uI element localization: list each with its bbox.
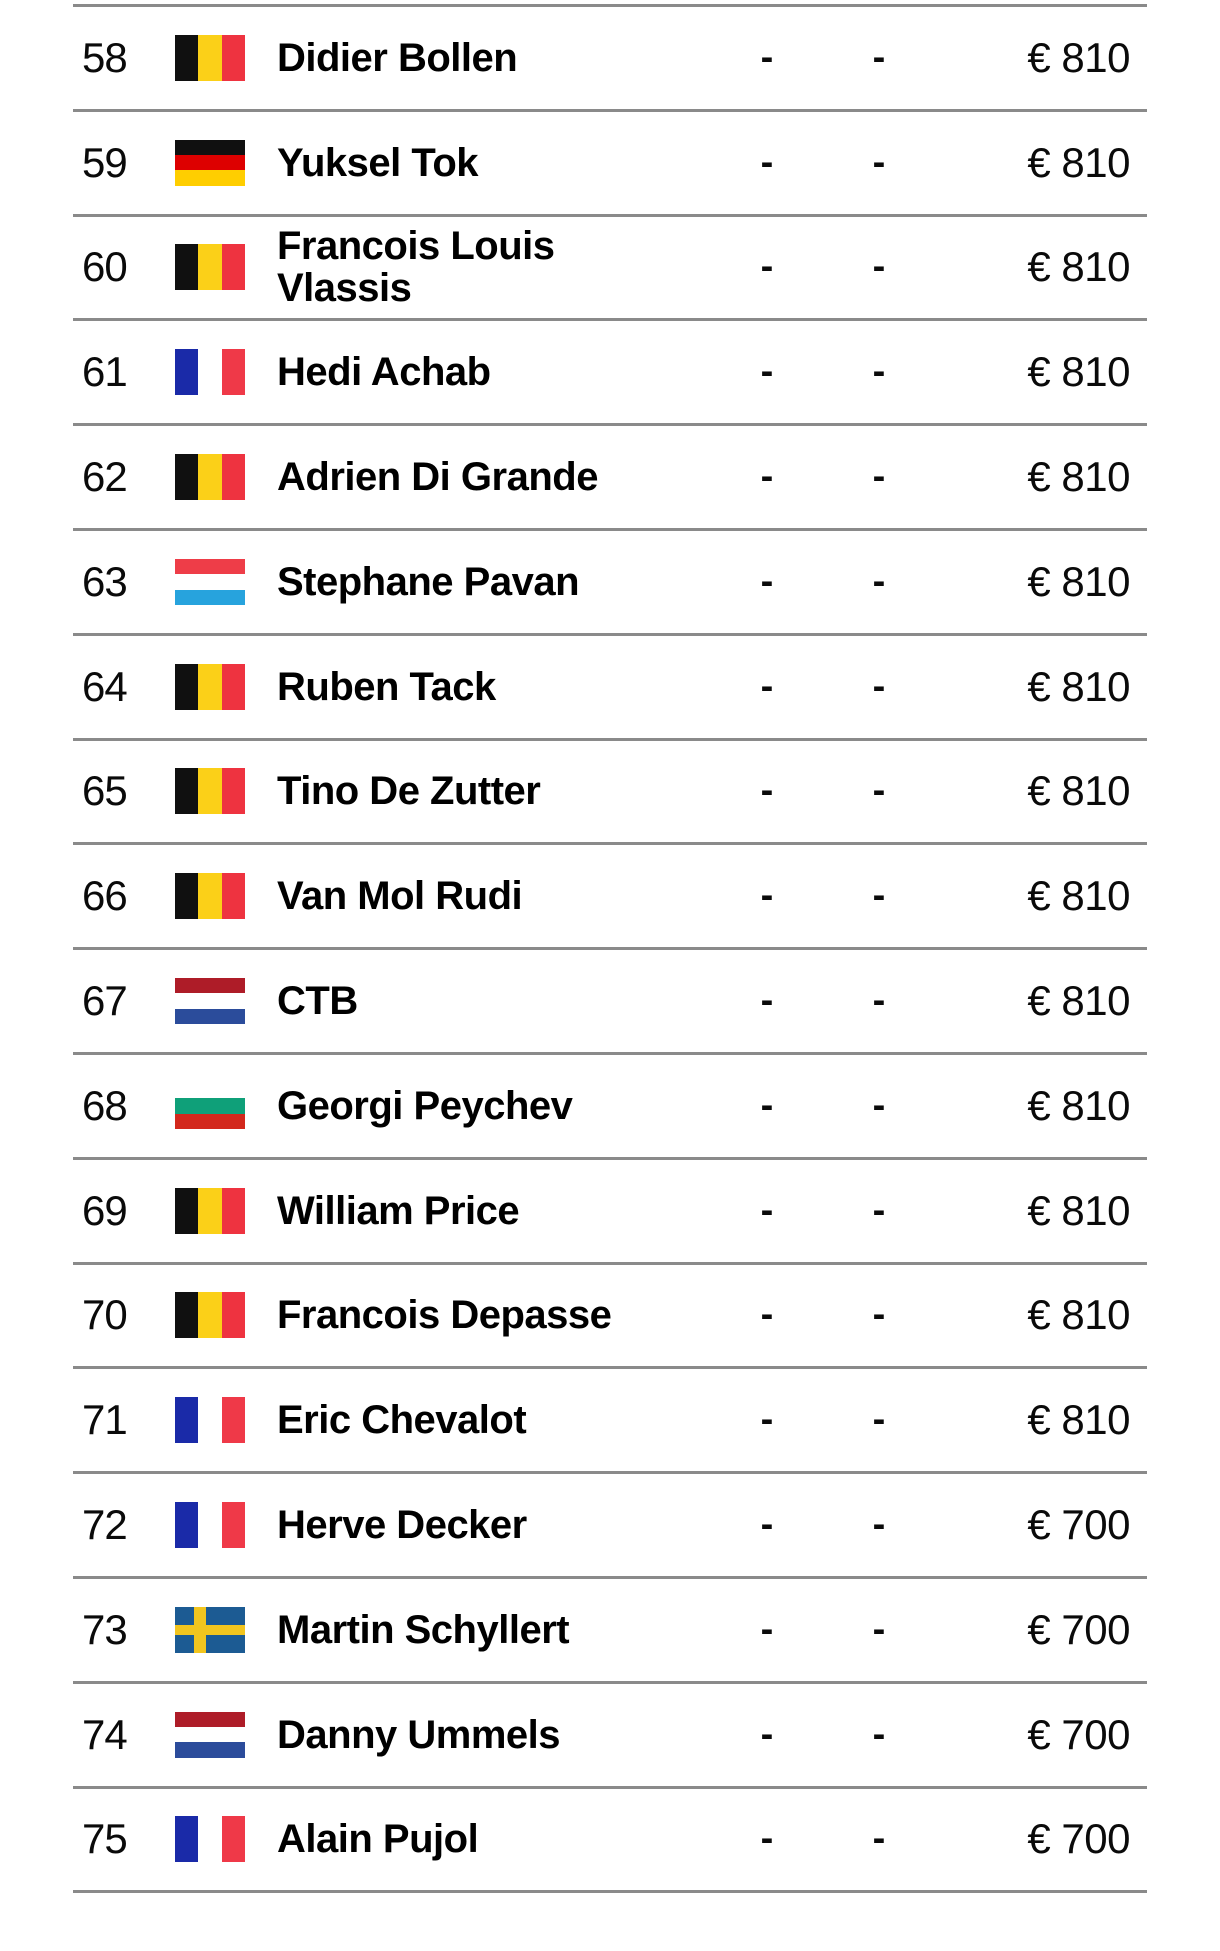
- prize-amount: € 810: [1027, 977, 1130, 1025]
- result-col2: -: [872, 36, 886, 79]
- flag-belgium-icon: [175, 35, 245, 81]
- result-col1: -: [760, 769, 774, 812]
- rank-cell: 65: [82, 767, 127, 815]
- player-name: Van Mol Rudi: [277, 874, 523, 919]
- rank-cell: 68: [82, 1081, 127, 1129]
- flag-france-icon: [175, 1397, 245, 1443]
- player-name: Eric Chevalot: [277, 1398, 527, 1443]
- player-name: Adrien Di Grande: [277, 455, 598, 500]
- result-col1: -: [760, 1084, 774, 1127]
- player-name: Hedi Achab: [277, 350, 491, 395]
- rank-cell: 61: [82, 348, 127, 396]
- player-name: Stephane Pavan: [277, 559, 580, 604]
- table-bottom-border: [73, 1890, 1147, 1893]
- prize-amount: € 810: [1027, 1081, 1130, 1129]
- player-name: Francois Louis Vlassis: [277, 224, 555, 311]
- flag-sweden-icon: [175, 1607, 245, 1653]
- result-col2: -: [872, 874, 886, 917]
- result-col2: -: [872, 560, 886, 603]
- prize-amount: € 810: [1027, 33, 1130, 81]
- player-name: William Price: [277, 1188, 520, 1233]
- flag-belgium-icon: [175, 768, 245, 814]
- rank-cell: 70: [82, 1291, 127, 1339]
- table-row: [73, 4, 1147, 109]
- prize-amount: € 810: [1027, 767, 1130, 815]
- player-name: Didier Bollen: [277, 35, 518, 80]
- flag-bulgaria-icon: [175, 1083, 245, 1129]
- table-row: [73, 1471, 1147, 1576]
- prize-amount: € 810: [1027, 348, 1130, 396]
- result-col2: -: [872, 1503, 886, 1546]
- prize-amount: € 810: [1027, 1291, 1130, 1339]
- flag-belgium-icon: [175, 1292, 245, 1338]
- rank-cell: 66: [82, 872, 127, 920]
- result-col2: -: [872, 1189, 886, 1232]
- result-col1: -: [760, 245, 774, 288]
- prize-amount: € 700: [1027, 1815, 1130, 1863]
- table-row: [73, 1052, 1147, 1157]
- flag-belgium-icon: [175, 873, 245, 919]
- result-col1: -: [760, 874, 774, 917]
- player-name: Danny Ummels: [277, 1712, 560, 1757]
- table-row: [73, 214, 1147, 319]
- flag-belgium-icon: [175, 244, 245, 290]
- table-row: [73, 318, 1147, 423]
- player-name: Herve Decker: [277, 1503, 527, 1548]
- result-col2: -: [872, 1713, 886, 1756]
- player-name: Tino De Zutter: [277, 769, 541, 814]
- prize-amount: € 700: [1027, 1710, 1130, 1758]
- player-name: Martin Schyllert: [277, 1607, 570, 1652]
- table-row: [73, 1262, 1147, 1367]
- flag-belgium-icon: [175, 454, 245, 500]
- flag-france-icon: [175, 1816, 245, 1862]
- prize-amount: € 810: [1027, 243, 1130, 291]
- table-row: [73, 1576, 1147, 1681]
- player-name: CTB: [277, 979, 358, 1024]
- prize-amount: € 810: [1027, 1396, 1130, 1444]
- table-row: [73, 109, 1147, 214]
- player-name: Alain Pujol: [277, 1817, 479, 1862]
- rank-cell: 75: [82, 1815, 127, 1863]
- rank-cell: 62: [82, 453, 127, 501]
- result-col1: -: [760, 1293, 774, 1336]
- flag-france-icon: [175, 349, 245, 395]
- rows-container: [0, 4, 1220, 1890]
- result-col1: -: [760, 665, 774, 708]
- table-row: [73, 1157, 1147, 1262]
- result-col1: -: [760, 141, 774, 184]
- result-col2: -: [872, 141, 886, 184]
- result-col2: -: [872, 769, 886, 812]
- prize-amount: € 810: [1027, 557, 1130, 605]
- table-row: [73, 738, 1147, 843]
- table-row: [73, 423, 1147, 528]
- flag-belgium-icon: [175, 1188, 245, 1234]
- table-row: [73, 842, 1147, 947]
- result-col2: -: [872, 455, 886, 498]
- result-col2: -: [872, 979, 886, 1022]
- result-col1: -: [760, 1189, 774, 1232]
- result-col2: -: [872, 1293, 886, 1336]
- table-row: [73, 1681, 1147, 1786]
- result-col2: -: [872, 350, 886, 393]
- table-row: [73, 1366, 1147, 1471]
- rank-cell: 73: [82, 1605, 127, 1653]
- prize-amount: € 810: [1027, 453, 1130, 501]
- result-col2: -: [872, 1084, 886, 1127]
- table-row: [73, 528, 1147, 633]
- rank-cell: 69: [82, 1186, 127, 1234]
- flag-belgium-icon: [175, 664, 245, 710]
- result-col2: -: [872, 1608, 886, 1651]
- result-col1: -: [760, 560, 774, 603]
- result-col2: -: [872, 245, 886, 288]
- flag-luxembourg-icon: [175, 559, 245, 605]
- result-col2: -: [872, 1398, 886, 1441]
- result-col1: -: [760, 979, 774, 1022]
- prize-amount: € 810: [1027, 662, 1130, 710]
- prize-amount: € 810: [1027, 1186, 1130, 1234]
- flag-france-icon: [175, 1502, 245, 1548]
- result-col1: -: [760, 350, 774, 393]
- result-col2: -: [872, 1817, 886, 1860]
- result-col1: -: [760, 1817, 774, 1860]
- table-row: [73, 947, 1147, 1052]
- rank-cell: 59: [82, 138, 127, 186]
- player-name: Yuksel Tok: [277, 140, 479, 185]
- result-col1: -: [760, 1503, 774, 1546]
- prize-amount: € 700: [1027, 1605, 1130, 1653]
- rank-cell: 60: [82, 243, 127, 291]
- table-row: [73, 1786, 1147, 1891]
- rank-cell: 64: [82, 662, 127, 710]
- prize-amount: € 700: [1027, 1501, 1130, 1549]
- rank-cell: 72: [82, 1501, 127, 1549]
- flag-germany-icon: [175, 140, 245, 186]
- prize-amount: € 810: [1027, 872, 1130, 920]
- result-col1: -: [760, 1608, 774, 1651]
- rank-cell: 63: [82, 557, 127, 605]
- prize-amount: € 810: [1027, 138, 1130, 186]
- player-name: Francois Depasse: [277, 1293, 612, 1338]
- rank-cell: 71: [82, 1396, 127, 1444]
- flag-netherlands-icon: [175, 978, 245, 1024]
- result-col1: -: [760, 36, 774, 79]
- result-col1: -: [760, 1713, 774, 1756]
- result-col2: -: [872, 665, 886, 708]
- result-col1: -: [760, 455, 774, 498]
- rank-cell: 58: [82, 33, 127, 81]
- flag-netherlands-icon: [175, 1712, 245, 1758]
- player-name: Georgi Peychev: [277, 1083, 573, 1128]
- result-col1: -: [760, 1398, 774, 1441]
- rank-cell: 74: [82, 1710, 127, 1758]
- table-row: [73, 633, 1147, 738]
- player-name: Ruben Tack: [277, 664, 496, 709]
- rank-cell: 67: [82, 977, 127, 1025]
